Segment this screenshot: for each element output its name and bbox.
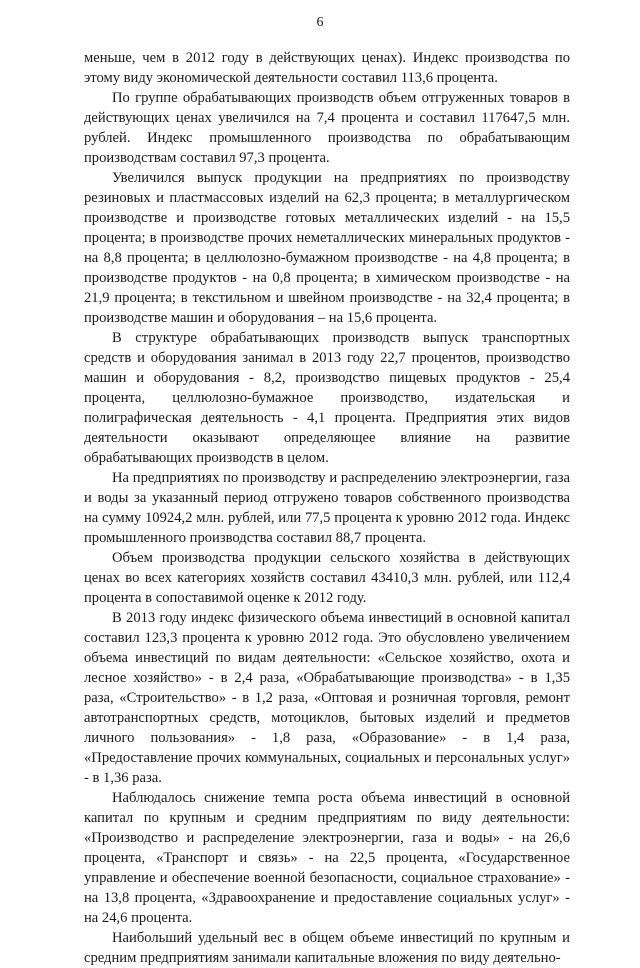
paragraph: Наибольший удельный вес в общем объеме инвестиций по крупным и средним предприятиям занимали капитальные вложения по виду деятельно- bbox=[84, 930, 570, 966]
paragraph: Объем производства продукции сельского хозяйства в действующих ценах во всех категориях хозяйств составил 43410,3 млн. рублей, или 112,4 процента в сопоставимой оценке к 2012 году. bbox=[84, 550, 570, 606]
page-number: 6 bbox=[316, 15, 324, 30]
paragraph: В 2013 году индекс физического объема инвестиций в основной капитал составил 123,3 процента к уровню 2012 года. Это обусловлено увеличением объема инвестиций по видам деятельности: «Сельское хозяйство, охота и лесное хозяйство» - в 2,4 раза, «Обрабатывающие производства» - в 1,35 раза, «Строительство» - в 1,2 раза, «Оптовая и розничная торговля, ремонт автотранспортных средств, мотоциклов, бытовых изделий и предметов личного пользования» - 1,8 раза, «Образование» - в 1,4 раза, «Предоставление прочих коммунальных, социальных и персональных услуг» - в 1,36 раза. bbox=[84, 610, 570, 786]
body-text bbox=[84, 48, 570, 968]
paragraph: меньше, чем в 2012 году в действующих ценах). Индекс производства по этому виду экономической деятельности составил 113,6 процента. bbox=[84, 50, 570, 86]
paragraph: Наблюдалось снижение темпа роста объема инвестиций в основной капитал по крупным и средним предприятиям по виду деятельности: «Производство и распределение электроэнергии, газа и воды» - на 26,6 процента, «Транспорт и связь» - на 22,5 процента, «Государственное управление и обеспечение военной безопасности, социальное страхование» - на 13,8 процента, «Здравоохранение и предоставление социальных услуг» - на 24,6 процента. bbox=[84, 790, 570, 926]
paragraph: На предприятиях по производству и распределению электроэнергии, газа и воды за указанный период отгружено товаров собственного производства на сумму 10924,2 млн. рублей, или 77,5 процента к уровню 2012 года. Индекс промышленного производства составил 88,7 процента. bbox=[84, 470, 570, 546]
paragraph: Увеличился выпуск продукции на предприятиях по производству резиновых и пластмассовых изделий на 62,3 процента; в металлургическом производстве и производстве готовых металлических изделий - на 15,5 процента; в производстве прочих неметаллических минеральных продуктов - на 8,8 процента; в целлюлозно-бумажном производстве - на 4,8 процента; в производстве продуктов - на 0,8 процента; в химическом производстве - на 21,9 процента; в текстильном и швейном производстве - на 32,4 процента; в производстве машин и оборудования – на 15,6 процента. bbox=[84, 170, 570, 326]
paragraph: В структуре обрабатывающих производств выпуск транспортных средств и оборудования занимал в 2013 году 22,7 процентов, производство машин и оборудования - 8,2, производство пищевых продуктов - 25,4 процента, целлюлозно-бумажное производство, издательская и полиграфическая деятельность - 4,1 процента. Предприятия этих видов деятельности оказывают определяющее влияние на развитие обрабатывающих производств в целом. bbox=[84, 330, 570, 466]
paragraph: По группе обрабатывающих производств объем отгруженных товаров в действующих ценах увеличился на 7,4 процента и составил 117647,5 млн. рублей. Индекс промышленного производства по обрабатывающим производствам составил 97,3 процента. bbox=[84, 90, 570, 166]
